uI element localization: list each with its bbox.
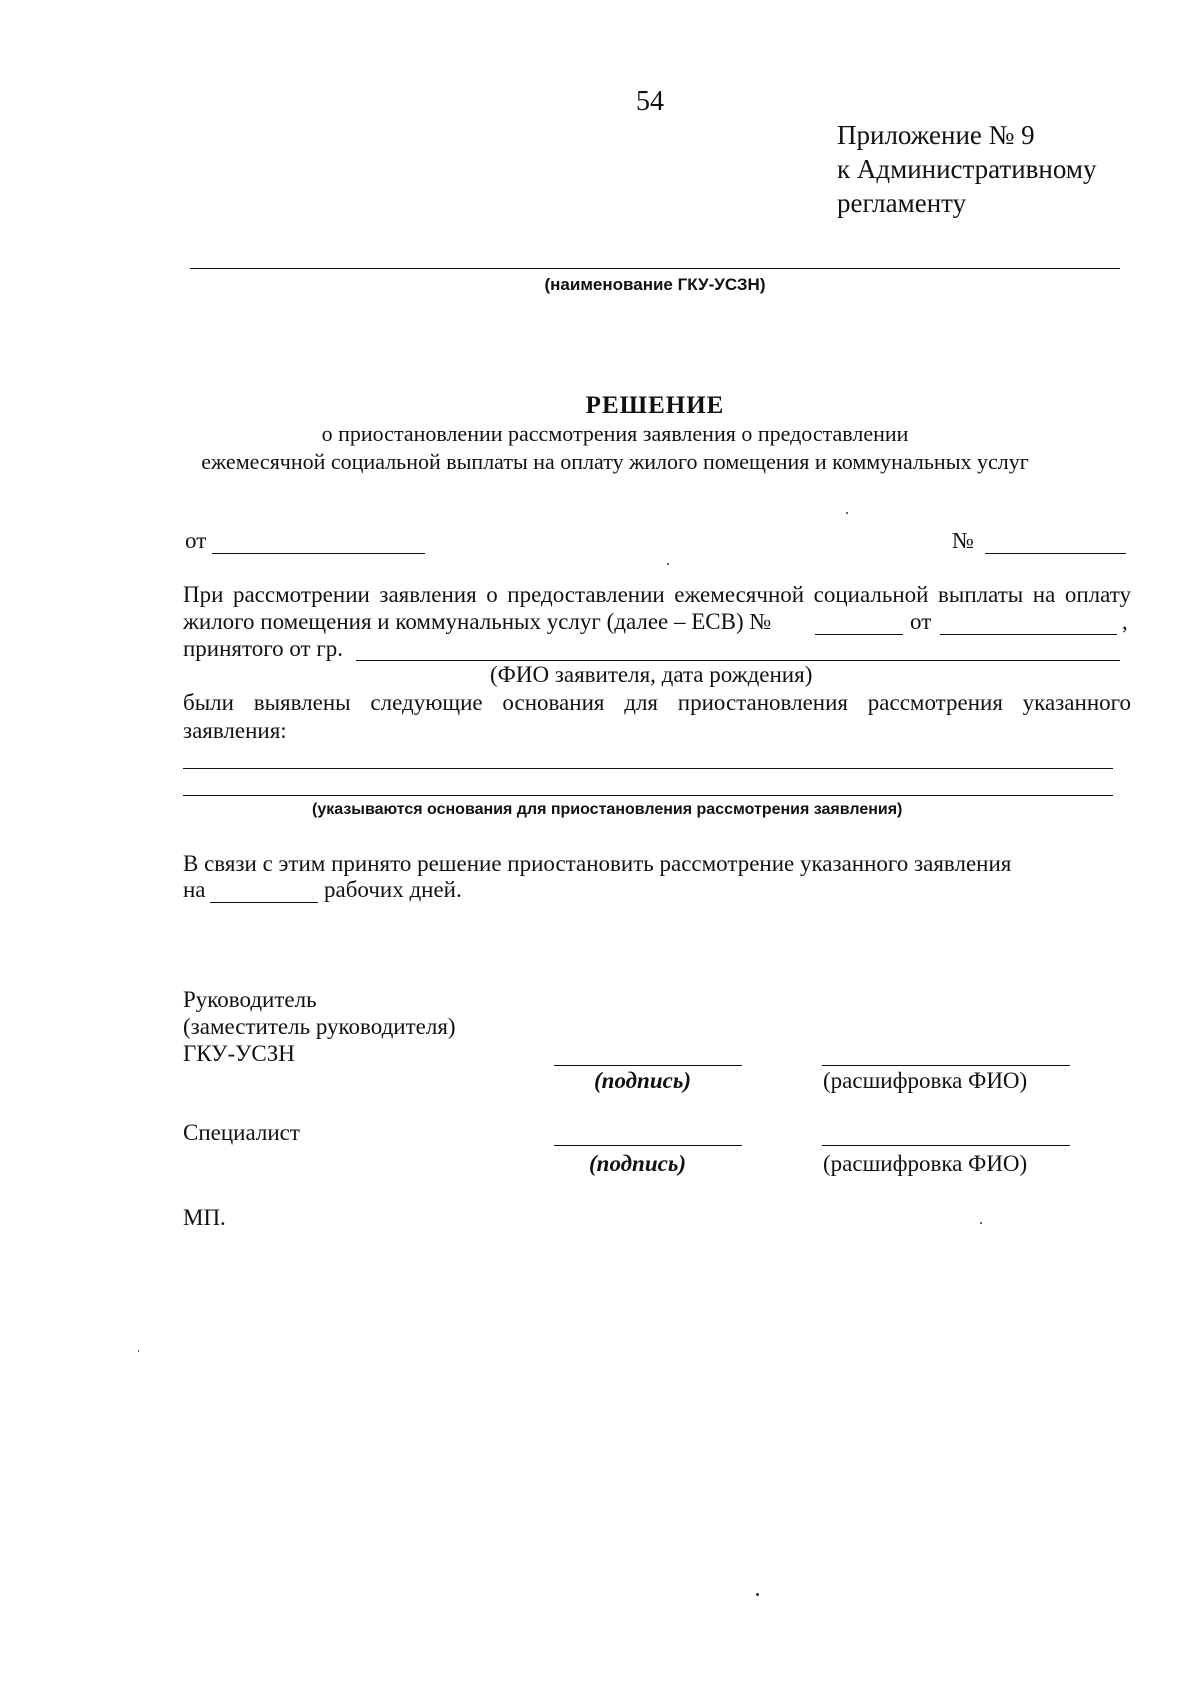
scan-speck (138, 1350, 139, 1352)
head-title (183, 986, 456, 1067)
appendix-line: к Административному (837, 154, 1097, 184)
head-title-line: Руководитель (183, 987, 317, 1012)
head-signature-caption: (подпись) (594, 1068, 692, 1093)
application-number-field[interactable] (815, 634, 903, 635)
body-paragraph-line: принятого от гр. (183, 636, 344, 661)
decision-line: В связи с этим принято решение приостановить рассмотрение указанного заявления (183, 851, 1012, 876)
appendix-line: Приложение № 9 (837, 120, 1035, 150)
specialist-label: Специалист (183, 1120, 300, 1145)
body-text-from: от (910, 609, 932, 634)
decision-line-prefix: на (183, 877, 206, 902)
body-paragraph-line: заявления: (183, 718, 287, 743)
scan-speck (846, 512, 848, 514)
applicant-caption: (ФИО заявителя, дата рождения) (490, 662, 813, 687)
grounds-field-line-2[interactable] (183, 795, 1113, 796)
org-name-field[interactable] (190, 268, 1120, 269)
scan-speck (980, 1222, 982, 1224)
body-paragraph-line: жилого помещения и коммунальных услуг (далее – ЕСВ) № (183, 609, 772, 634)
suspension-days-field[interactable] (210, 902, 318, 903)
specialist-signature-field[interactable] (554, 1145, 742, 1146)
scan-speck (756, 1593, 759, 1596)
grounds-field-line-1[interactable] (183, 768, 1113, 769)
document-title: РЕШЕНИЕ (585, 392, 725, 419)
appendix-reference (837, 118, 1096, 220)
body-paragraph-line: были выявлены следующие основания для приостановления рассмотрения указанного (183, 690, 1131, 715)
page-number: 54 (636, 86, 664, 117)
appendix-line: регламенту (837, 188, 967, 218)
decision-line-suffix: рабочих дней. (324, 877, 462, 902)
body-text-comma: , (1122, 609, 1128, 634)
org-name-caption: (наименование ГКУ-УСЗН) (544, 275, 766, 294)
date-label: от (185, 528, 207, 553)
head-name-caption: (расшифровка ФИО) (823, 1068, 1028, 1093)
decision-number-field[interactable] (985, 553, 1126, 554)
document-subtitle (0, 420, 1200, 476)
subtitle-line: ежемесячной социальной выплаты на оплату жилого помещения и коммунальных услуг (201, 449, 1029, 474)
head-title-line: ГКУ-УСЗН (183, 1041, 295, 1066)
specialist-name-caption: (расшифровка ФИО) (823, 1151, 1028, 1176)
scan-speck (667, 563, 669, 565)
grounds-caption: (указываются основания для приостановления рассмотрения заявления) (312, 801, 903, 818)
applicant-name-field[interactable] (356, 660, 1120, 661)
head-signature-field[interactable] (554, 1065, 742, 1066)
decision-date-field[interactable] (212, 553, 425, 554)
body-paragraph-line: При рассмотрении заявления о предоставлении ежемесячной социальной выплаты на оплату (183, 582, 1131, 607)
application-date-field[interactable] (940, 634, 1117, 635)
specialist-signature-caption: (подпись) (589, 1151, 687, 1176)
head-title-line: (заместитель руководителя) (183, 1014, 456, 1039)
head-name-field[interactable] (822, 1065, 1070, 1066)
subtitle-line: о приостановлении рассмотрения заявления о предоставлении (321, 421, 909, 446)
stamp-label: МП. (183, 1205, 226, 1230)
number-label: № (952, 528, 974, 553)
specialist-name-field[interactable] (822, 1145, 1070, 1146)
